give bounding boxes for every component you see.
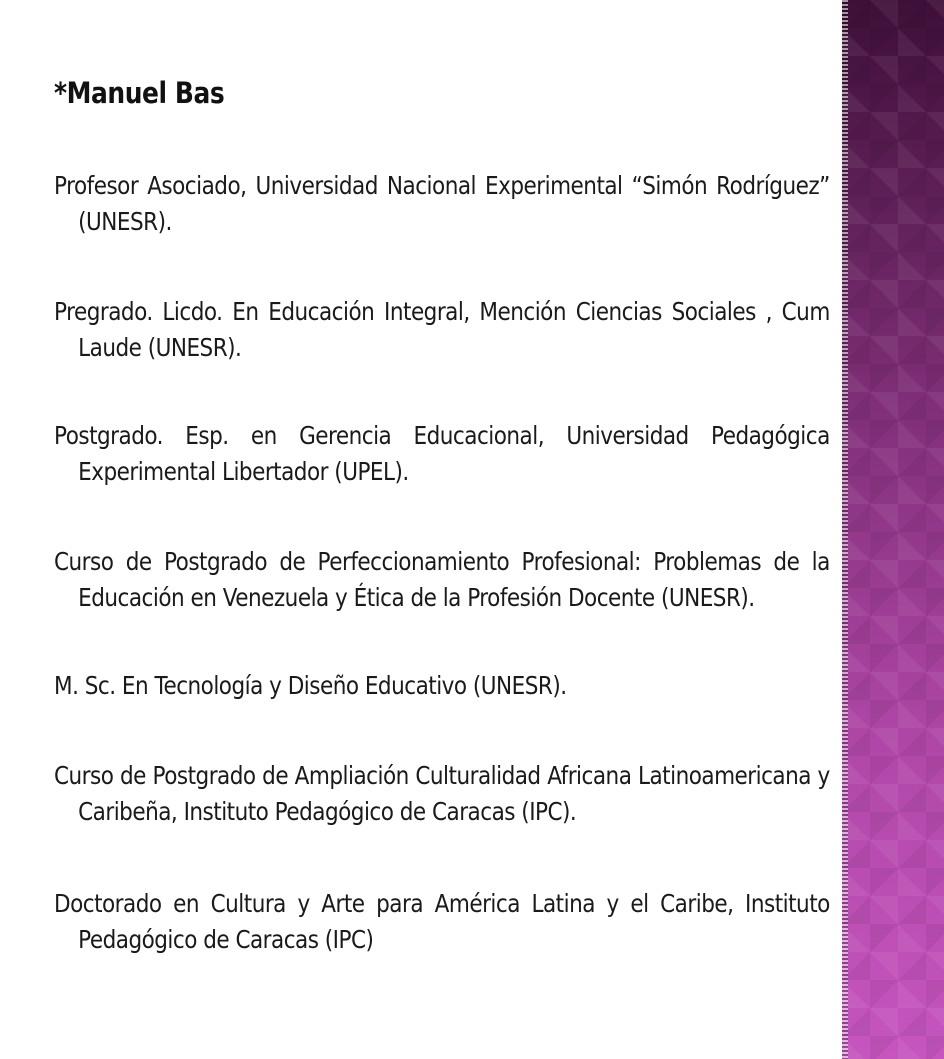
entry-text: Profesor Asociado, Universidad Nacional Experimental “Simón Rodríguez” (UNESR). bbox=[54, 171, 830, 236]
list-item bbox=[54, 544, 830, 616]
list-item bbox=[54, 418, 830, 490]
list-item bbox=[54, 886, 830, 958]
slide-content bbox=[54, 70, 830, 954]
entry-text: Curso de Postgrado de Perfeccionamiento Profesional: Problemas de la Educación en Venezuela y Ética de la Profesión Docente (UNESR). bbox=[54, 547, 830, 612]
entry-text: Curso de Postgrado de Ampliación Culturalidad Africana Latinoamericana y Caribeña, Instituto Pedagógico de Caracas (IPC). bbox=[54, 761, 830, 826]
entry-text: Postgrado. Esp. en Gerencia Educacional, Universidad Pedagógica Experimental Libertador (UPEL). bbox=[54, 421, 830, 486]
slide-title: *Manuel Bas bbox=[54, 76, 225, 110]
list-item bbox=[54, 758, 830, 830]
decorative-sidebar bbox=[842, 0, 944, 1059]
list-item bbox=[54, 294, 830, 366]
list-item bbox=[54, 168, 830, 240]
entry-text: Doctorado en Cultura y Arte para América Latina y el Caribe, Instituto Pedagógico de Caracas (IPC) bbox=[54, 889, 830, 954]
sidebar-dotted-edge bbox=[842, 0, 848, 1059]
entry-text: Pregrado. Licdo. En Educación Integral, Mención Ciencias Sociales , Cum Laude (UNESR). bbox=[54, 297, 830, 362]
entry-text: M. Sc. En Tecnología y Diseño Educativo (UNESR). bbox=[54, 671, 567, 700]
list-item bbox=[54, 668, 830, 704]
